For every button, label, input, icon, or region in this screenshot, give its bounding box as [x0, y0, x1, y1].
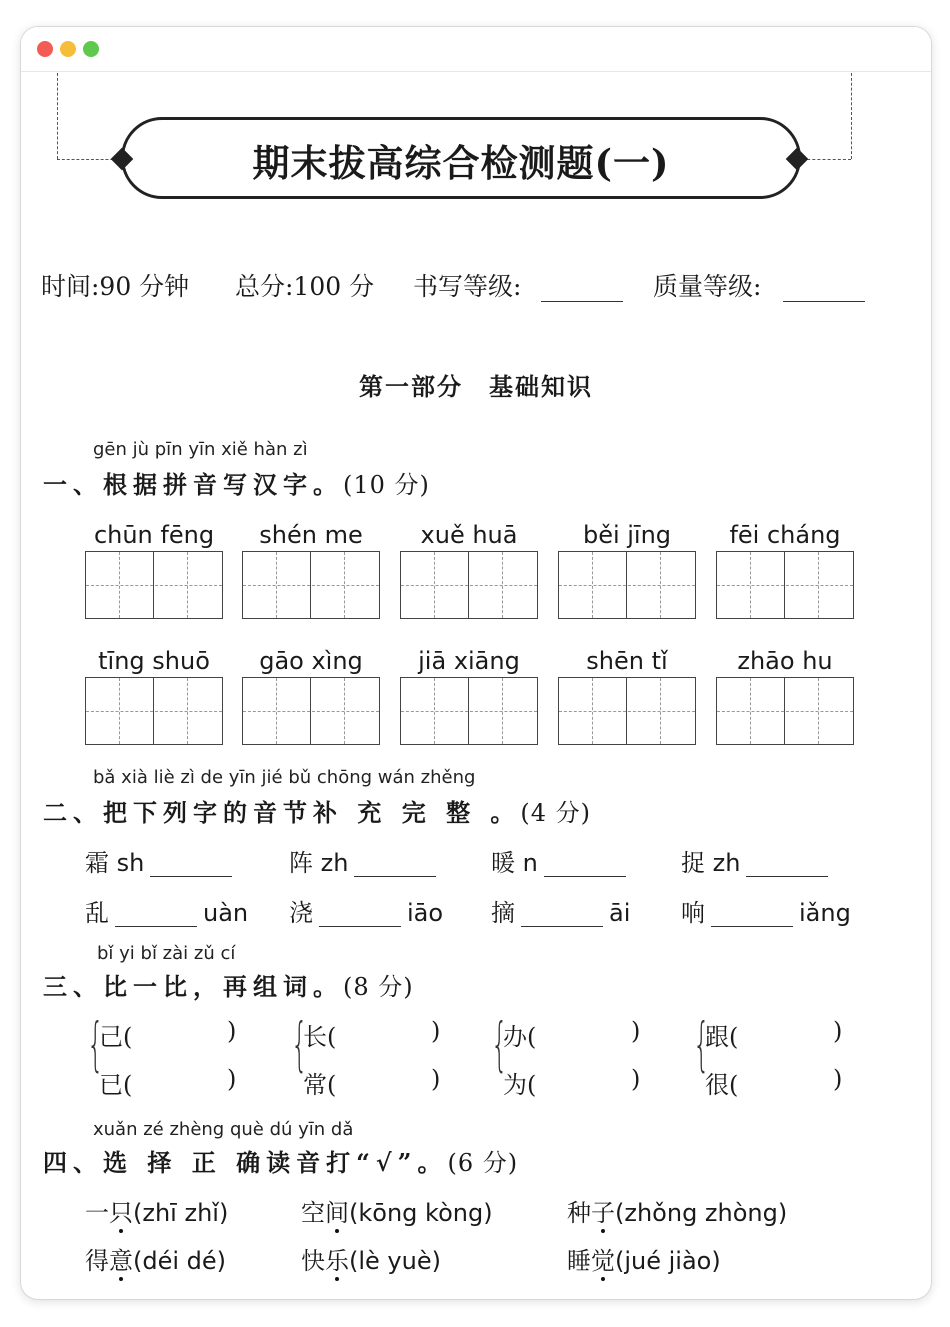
- q3-close-paren: ): [631, 1065, 641, 1093]
- q3-brace: {: [291, 1010, 308, 1078]
- q3-close-paren: ): [431, 1017, 441, 1045]
- browser-window: [20, 26, 932, 1300]
- q1-grid-pinyin: běi jīng: [582, 521, 672, 549]
- q2-character: 捉: [681, 849, 705, 877]
- q2-answer-blank[interactable]: [521, 926, 603, 927]
- q4-options[interactable]: (lè yuè): [349, 1247, 441, 1275]
- q3-heading-text: 三、比一比，再组词。: [43, 972, 343, 1001]
- writing-grade-label: 书写等级:: [413, 272, 522, 301]
- q4-item: [567, 1193, 787, 1228]
- q1-writing-grid[interactable]: [85, 677, 223, 745]
- q1-writing-grid[interactable]: [716, 677, 854, 745]
- q2-item: [681, 843, 834, 878]
- q2-character: 摘: [491, 899, 515, 927]
- close-window-button[interactable]: [37, 41, 53, 57]
- q1-writing-grid[interactable]: [242, 677, 380, 745]
- q2-item: [491, 893, 630, 928]
- q1-points: (10 分): [343, 471, 430, 499]
- q1-grid-pinyin: jiā xiāng: [418, 647, 520, 675]
- q1-heading: [43, 465, 430, 500]
- q4-points: (6 分): [447, 1149, 519, 1177]
- q1-writing-grid[interactable]: [400, 677, 538, 745]
- q3-character: 跟(: [705, 1023, 739, 1051]
- q1-grid-pinyin: gāo xìng: [259, 647, 363, 675]
- q1-writing-grid[interactable]: [242, 551, 380, 619]
- q3-close-paren: ): [227, 1017, 237, 1045]
- q3-pinyin: bǐ yi bǐ zài zǔ cí: [97, 943, 236, 964]
- q2-syllable: zh: [320, 849, 349, 877]
- title-frame-right-vertical: [851, 73, 852, 159]
- q1-grid-pinyin: fēi cháng: [729, 521, 841, 549]
- q1-grid-pinyin: shén me: [259, 521, 363, 549]
- q3-word-slot[interactable]: [503, 1017, 536, 1052]
- q4-word: 一只: [85, 1199, 133, 1227]
- q2-character: 响: [681, 899, 705, 927]
- q1-pinyin: gēn jù pīn yīn xiě hàn zì: [93, 439, 308, 460]
- emphasis-dot: [601, 1229, 605, 1233]
- minimize-window-button[interactable]: [60, 41, 76, 57]
- q2-character: 浇: [289, 899, 313, 927]
- q3-brace: {: [693, 1010, 710, 1078]
- q3-word-slot[interactable]: [303, 1065, 336, 1100]
- q2-answer-blank[interactable]: [354, 876, 436, 877]
- q4-item: [85, 1193, 228, 1228]
- q4-item: [301, 1241, 441, 1276]
- emphasis-dot: [119, 1277, 123, 1281]
- q2-heading-text: 二、把下列字的音节补 充 完 整 。: [43, 798, 521, 827]
- q4-pinyin: xuǎn zé zhèng què dú yīn dǎ: [93, 1119, 354, 1140]
- window-titlebar: [21, 27, 931, 72]
- q1-grid-pinyin: zhāo hu: [737, 647, 833, 675]
- q4-options[interactable]: (déi dé): [133, 1247, 227, 1275]
- q2-syllable: iǎng: [799, 899, 851, 927]
- emphasis-dot: [601, 1277, 605, 1281]
- total-score-label: 总分:100 分: [235, 272, 375, 301]
- q3-brace: {: [87, 1010, 104, 1078]
- q1-writing-grid[interactable]: [400, 551, 538, 619]
- part-one-heading: 第一部分 基础知识: [359, 372, 593, 401]
- q2-syllable: uàn: [203, 899, 249, 927]
- q3-close-paren: ): [631, 1017, 641, 1045]
- q3-close-paren: ): [833, 1017, 843, 1045]
- q3-close-paren: ): [833, 1065, 843, 1093]
- quality-grade-blank[interactable]: [783, 301, 865, 302]
- q2-item: [289, 843, 442, 878]
- page-title: 期末拔高综合检测题(一): [252, 141, 670, 185]
- q2-item: [85, 893, 248, 928]
- q2-answer-blank[interactable]: [319, 926, 401, 927]
- maximize-window-button[interactable]: [83, 41, 99, 57]
- q3-heading: [43, 967, 414, 1002]
- q3-word-slot[interactable]: [303, 1017, 336, 1052]
- q3-character: 为(: [503, 1071, 537, 1099]
- q4-item: [301, 1193, 493, 1228]
- q2-character: 暖: [491, 849, 515, 877]
- q4-heading: [43, 1143, 518, 1178]
- q2-item: [289, 893, 443, 928]
- q2-answer-blank[interactable]: [746, 876, 828, 877]
- q2-item: [491, 843, 632, 878]
- q3-word-slot[interactable]: [503, 1065, 536, 1100]
- q3-character: 很(: [705, 1071, 739, 1099]
- q2-pinyin: bǎ xià liè zì de yīn jié bǔ chōng wán zhěng: [93, 767, 476, 788]
- q3-character: 己(: [99, 1023, 133, 1051]
- q3-word-slot[interactable]: [99, 1017, 132, 1052]
- emphasis-dot: [119, 1229, 123, 1233]
- q4-options[interactable]: (zhī zhǐ): [133, 1199, 229, 1227]
- q3-character: 办(: [503, 1023, 537, 1051]
- q2-points: (4 分): [520, 799, 592, 827]
- time-label: 时间:90 分钟: [41, 272, 190, 301]
- q2-item: [85, 843, 238, 878]
- q3-character: 长(: [303, 1023, 337, 1051]
- q2-answer-blank[interactable]: [544, 876, 626, 877]
- q2-syllable: āi: [609, 899, 631, 927]
- q2-syllable: zh: [712, 849, 741, 877]
- q2-syllable: iāo: [407, 899, 444, 927]
- q2-character: 阵: [289, 849, 313, 877]
- q4-word: 空间: [301, 1199, 349, 1227]
- q1-writing-grid[interactable]: [716, 551, 854, 619]
- q1-heading-text: 一、根据拼音写汉字。: [43, 470, 343, 499]
- q3-word-slot[interactable]: [705, 1065, 738, 1100]
- q4-word: 种子: [567, 1199, 615, 1227]
- q3-character: 常(: [303, 1071, 337, 1099]
- q4-item: [85, 1241, 226, 1276]
- q2-character: 霜: [85, 849, 109, 877]
- q4-word: 得意: [85, 1247, 133, 1275]
- q4-heading-text: 四、选 择 正 确读音打“√”。: [43, 1148, 448, 1177]
- q3-brace: {: [491, 1010, 508, 1078]
- q4-options[interactable]: (zhǒng zhòng): [615, 1199, 788, 1227]
- q2-answer-blank[interactable]: [150, 876, 232, 877]
- q4-options[interactable]: (kōng kòng): [349, 1199, 493, 1227]
- q1-grid-pinyin: shēn tǐ: [586, 647, 668, 675]
- q1-writing-grid[interactable]: [85, 551, 223, 619]
- q1-grid-pinyin: xuě huā: [420, 521, 518, 549]
- q2-character: 乱: [85, 899, 109, 927]
- q2-syllable: sh: [116, 849, 145, 877]
- quality-grade-label: 质量等级:: [653, 272, 762, 301]
- q4-options[interactable]: (jué jiào): [615, 1247, 721, 1275]
- q1-grid-pinyin: tīng shuō: [98, 647, 210, 675]
- q3-points: (8 分): [343, 973, 414, 1001]
- q2-heading: [43, 793, 591, 828]
- q4-item: [567, 1241, 721, 1276]
- q2-answer-blank[interactable]: [115, 926, 197, 927]
- q1-writing-grid[interactable]: [558, 677, 696, 745]
- q3-word-slot[interactable]: [99, 1065, 132, 1100]
- title-frame-left-vertical: [57, 73, 58, 159]
- q2-answer-blank[interactable]: [711, 926, 793, 927]
- q4-word: 睡觉: [567, 1247, 615, 1275]
- q3-word-slot[interactable]: [705, 1017, 738, 1052]
- q3-close-paren: ): [431, 1065, 441, 1093]
- q2-syllable: n: [522, 849, 538, 877]
- q3-close-paren: ): [227, 1065, 237, 1093]
- q4-word: 快乐: [301, 1247, 349, 1275]
- q1-grid-pinyin: chūn fēng: [93, 521, 215, 549]
- q3-character: 已(: [99, 1071, 133, 1099]
- emphasis-dot: [335, 1229, 339, 1233]
- emphasis-dot: [335, 1277, 339, 1281]
- q2-item: [681, 893, 851, 928]
- writing-grade-blank[interactable]: [541, 301, 623, 302]
- q1-writing-grid[interactable]: [558, 551, 696, 619]
